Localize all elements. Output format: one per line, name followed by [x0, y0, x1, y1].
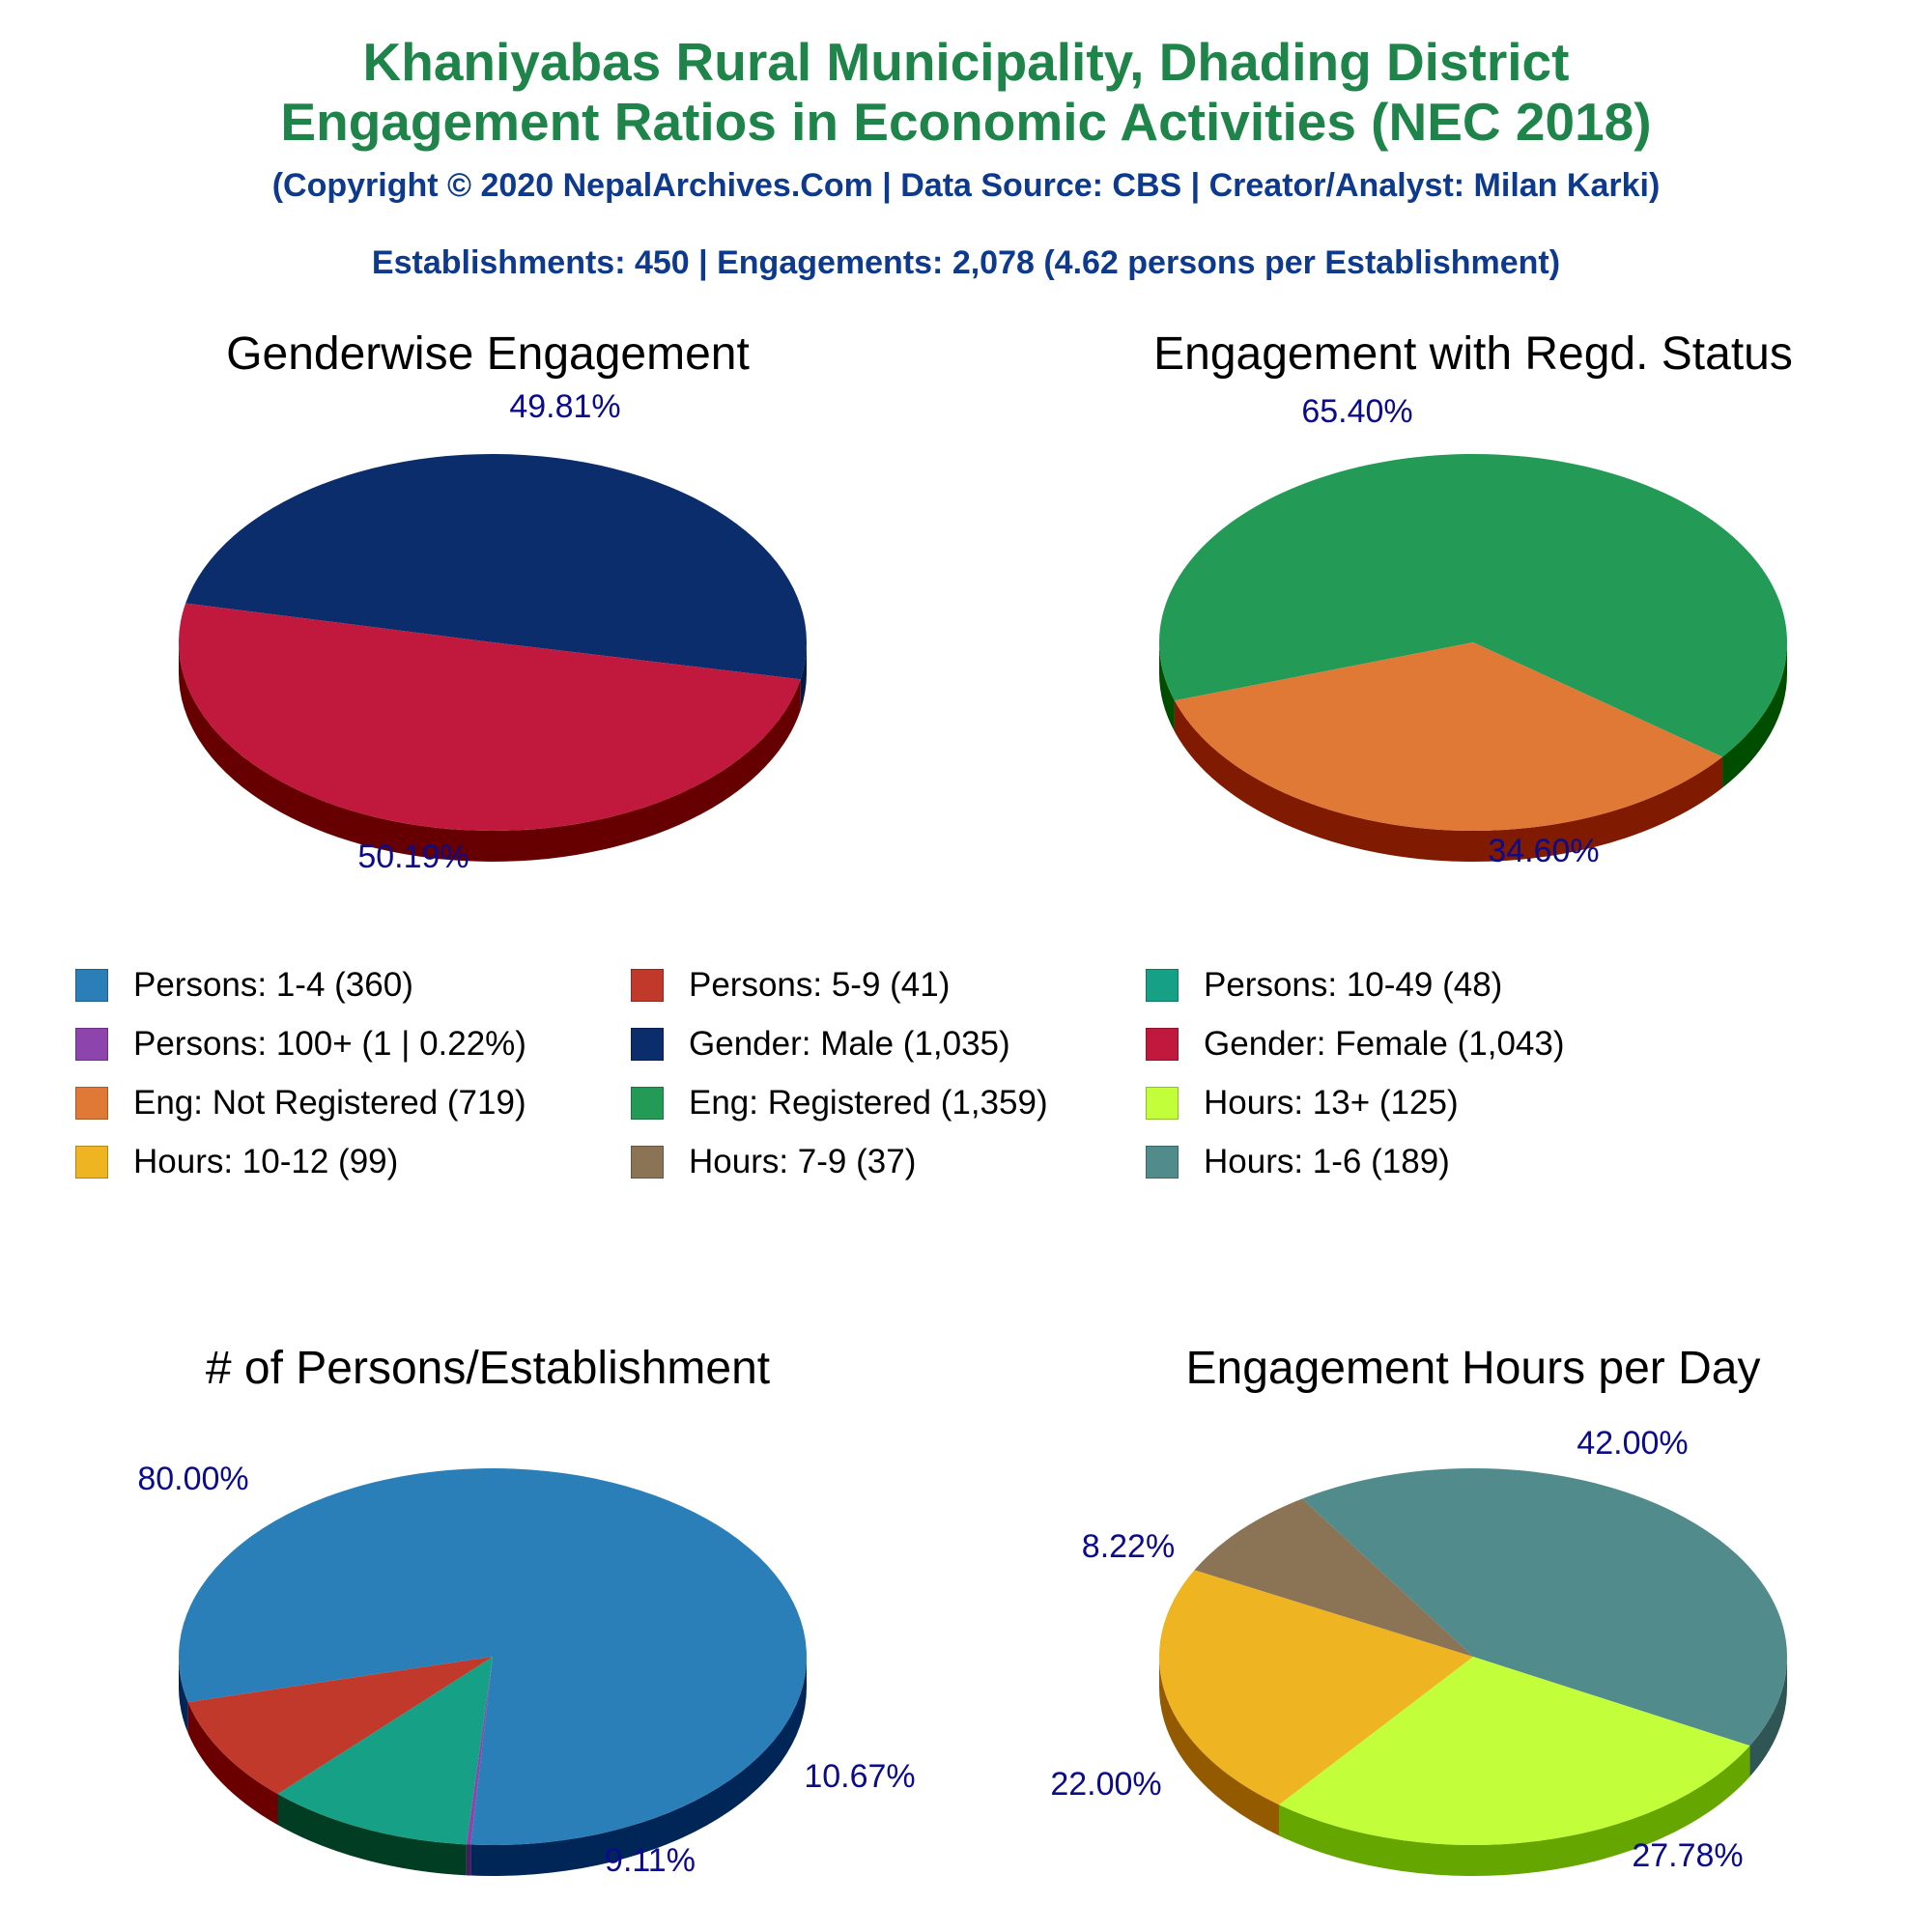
legend-label: Persons: 100+ (1 | 0.22%) — [133, 1025, 526, 1063]
pie-chart — [1153, 328, 1793, 869]
pie-slice-label: 42.00% — [1577, 1425, 1689, 1462]
pie-slice-label: 10.67% — [804, 1758, 916, 1795]
legend-label: Hours: 13+ (125) — [1204, 1084, 1459, 1122]
main-title-line-1: Khaniyabas Rural Municipality, Dhading District — [362, 32, 1570, 92]
legend-item — [75, 1023, 526, 1065]
legend-swatch — [1146, 1028, 1179, 1061]
legend-item — [1146, 964, 1502, 1007]
legend-item — [75, 1082, 526, 1124]
legend-swatch — [75, 1146, 108, 1179]
legend-item — [631, 1023, 1010, 1065]
legend-label: Eng: Registered (1,359) — [689, 1084, 1048, 1122]
legend-item — [1146, 1082, 1459, 1124]
legend-item — [75, 1141, 398, 1183]
pie-slice-label: 65.40% — [1301, 393, 1413, 430]
legend-label: Eng: Not Registered (719) — [133, 1084, 526, 1122]
pie-slice-label: 80.00% — [137, 1461, 249, 1497]
pie-chart — [137, 1343, 915, 1879]
legend-item — [1146, 1141, 1450, 1183]
pie-slice-side — [467, 1844, 470, 1875]
pie-slice-label: 22.00% — [1050, 1766, 1162, 1803]
pie-chart — [179, 328, 807, 875]
legend-item — [75, 964, 413, 1007]
legend-swatch — [631, 1087, 664, 1120]
legend-swatch — [1146, 1146, 1179, 1179]
pie-slice-label: 8.22% — [1081, 1528, 1176, 1565]
copyright-line: (Copyright © 2020 NepalArchives.Com | Data Source: CBS | Creator/Analyst: Milan Karki) — [271, 167, 1661, 204]
legend-label: Persons: 1-4 (360) — [133, 966, 413, 1004]
legend-swatch — [1146, 969, 1179, 1002]
pie-slice-label: 27.78% — [1632, 1837, 1744, 1874]
pie-slice-label: 9.11% — [605, 1842, 696, 1879]
legend-swatch — [631, 969, 664, 1002]
pie-slice-label: 49.81% — [509, 388, 621, 425]
legend-swatch — [75, 1087, 108, 1120]
legend-item — [631, 964, 950, 1007]
legend-label: Gender: Female (1,043) — [1204, 1025, 1565, 1063]
legend-item — [631, 1141, 916, 1183]
legend-label: Hours: 7-9 (37) — [689, 1143, 917, 1180]
summary-line: Establishments: 450 | Engagements: 2,078 (4.62 persons per Establishment) — [371, 244, 1561, 281]
legend-item — [1146, 1023, 1565, 1065]
pie-title: Engagement with Regd. Status — [1153, 328, 1793, 380]
legend-label: Hours: 1-6 (189) — [1204, 1143, 1450, 1180]
pie-slice-label: 50.19% — [357, 838, 469, 875]
pie-title: # of Persons/Establishment — [205, 1343, 771, 1394]
legend-swatch — [1146, 1087, 1179, 1120]
pie-slice-label: 34.60% — [1488, 833, 1600, 869]
legend-label: Persons: 5-9 (41) — [689, 966, 951, 1004]
legend-item — [631, 1082, 1048, 1124]
legend-swatch — [75, 1028, 108, 1061]
legend-label: Gender: Male (1,035) — [689, 1025, 1010, 1063]
legend-swatch — [631, 1146, 664, 1179]
pie-title: Engagement Hours per Day — [1185, 1343, 1761, 1394]
legend-swatch — [631, 1028, 664, 1061]
legend-label: Persons: 10-49 (48) — [1204, 966, 1503, 1004]
main-title-line-2: Engagement Ratios in Economic Activities (NEC 2018) — [280, 92, 1652, 152]
legend-label: Hours: 10-12 (99) — [133, 1143, 399, 1180]
legend-swatch — [75, 969, 108, 1002]
pie-chart — [1050, 1343, 1787, 1876]
pie-title: Genderwise Engagement — [226, 328, 750, 380]
